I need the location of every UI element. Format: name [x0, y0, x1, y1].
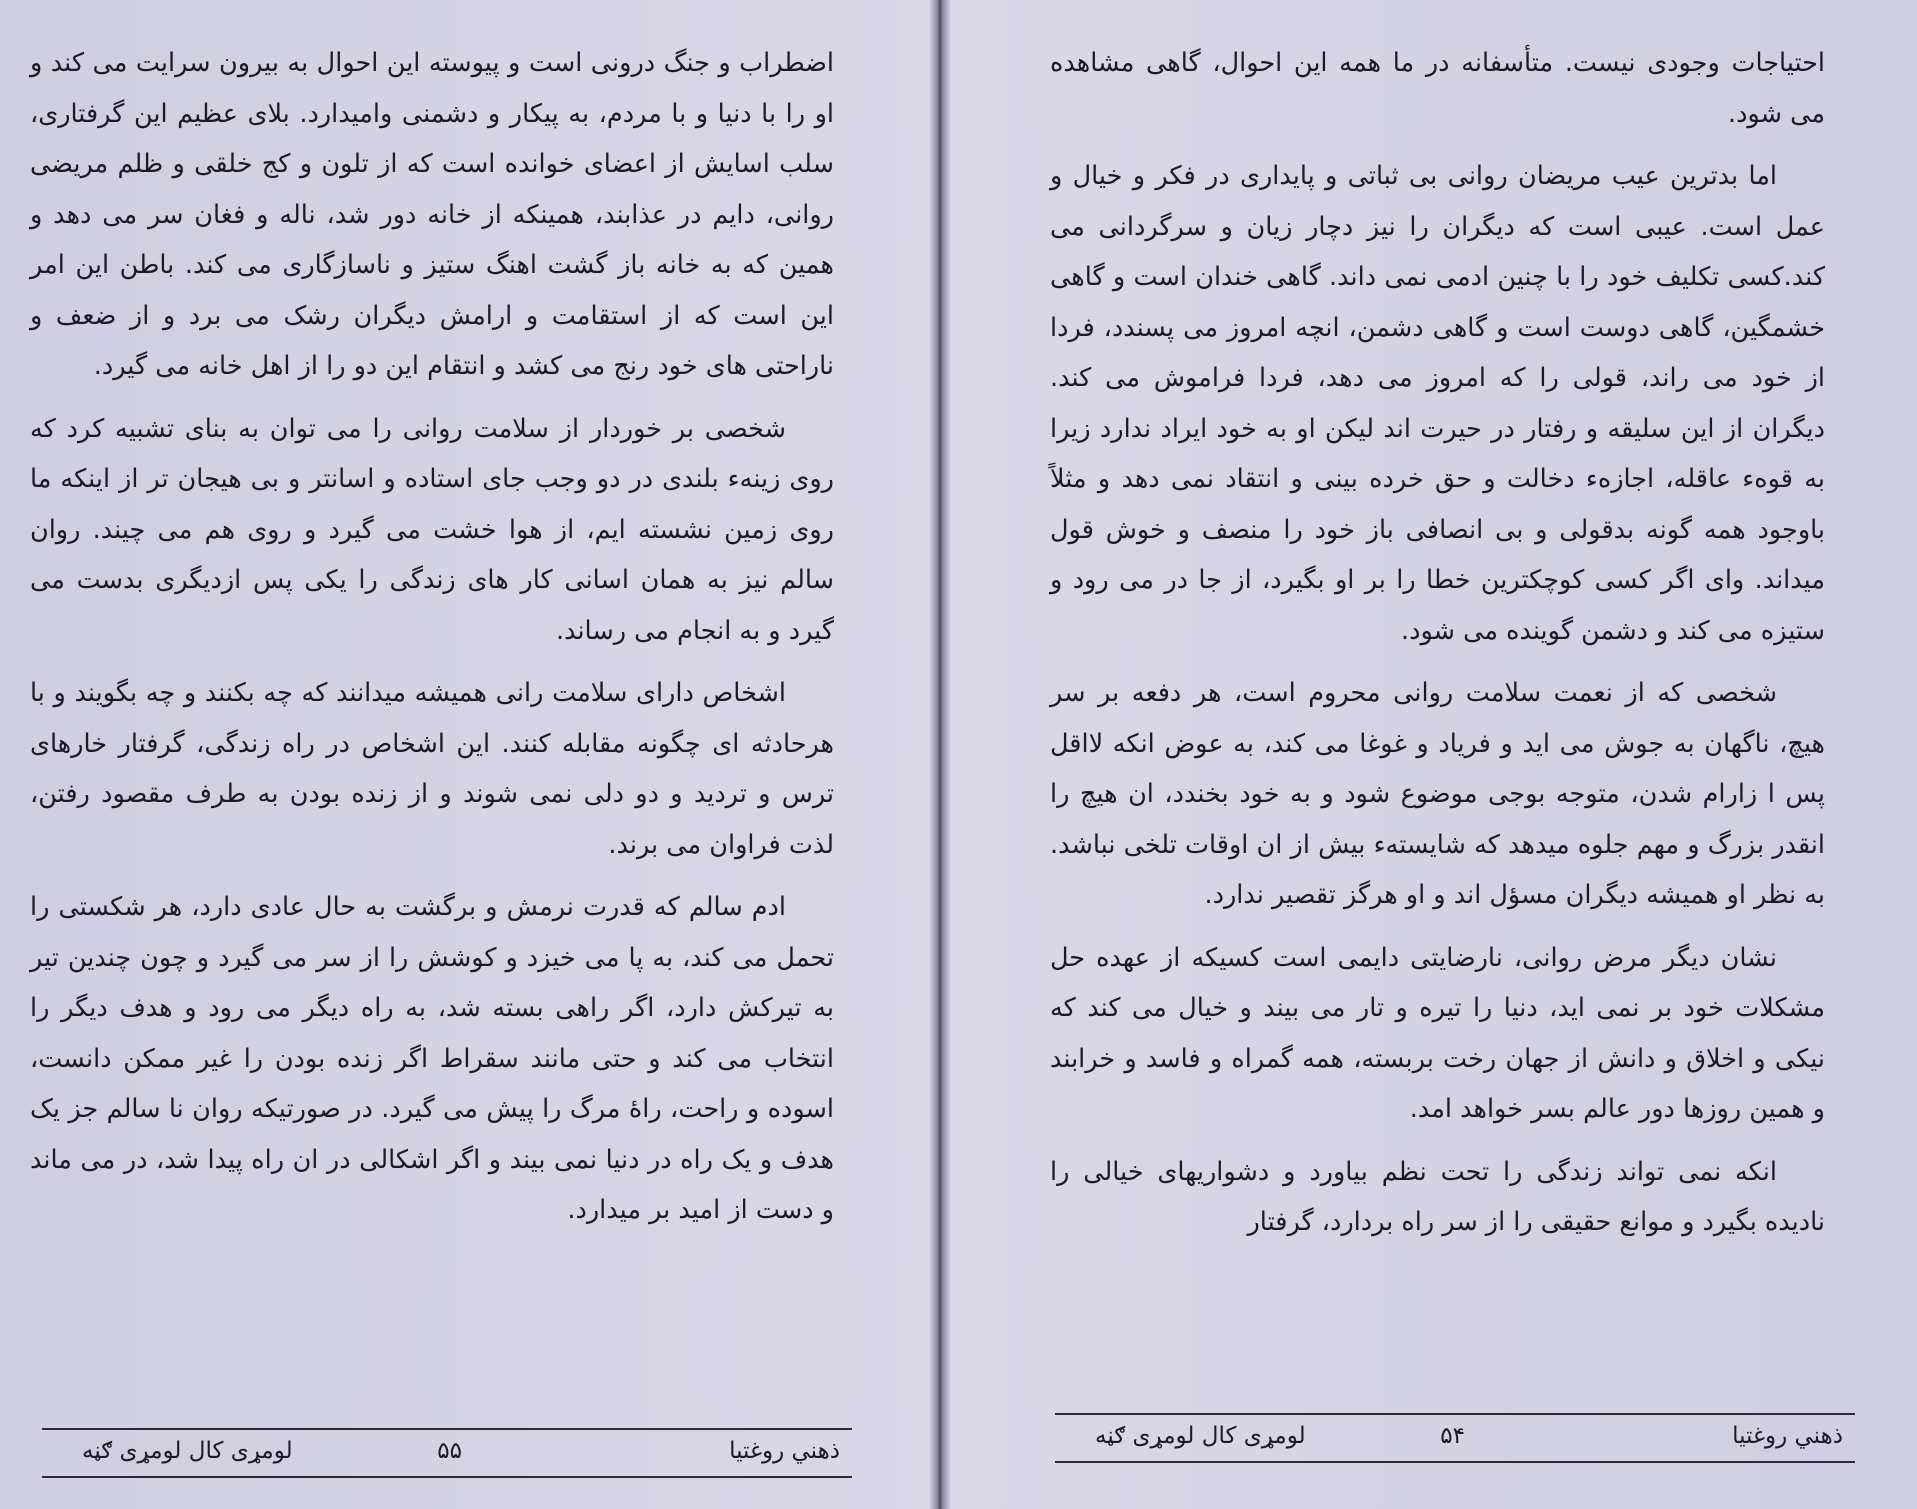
left-page-text	[30, 38, 834, 1248]
right-paragraph-2: اما بدترین عیب مریضان روانی بی ثباتی و پایداری در فکر و خیال و عمل است. عیبی است که دیگران را نیز دچار زیان و سرگردانی می کند.کسی تکلیف خود را با چنین ادمی نمی داند. گاهی خندان است و گاهی خشمگین، گاهی دوست است و گاهی دشمن، انچه امروز می پسندد، فردا از خود می راند، قولی را که امروز می دهد، فردا فراموش می کند. دیگران از این سلیقه و رفتار در حیرت اند لیکن او به خود ایراد ندارد زیرا به قوهء عاقله، اجازهء دخالت و حق خرده بینی و انتقاد نمی دهد و مثلاً باوجود همه گونه بدقولی و بی انصافی باز خود را منصف و خوش قول میداند. وای اگر کسی کوچکترین خطا را بر او بگیرد، از جا در می رود و ستیزه می کند و دشمن گوینده می شود.	[1050, 161, 1825, 646]
page-number: ۵۴	[1440, 1423, 1465, 1449]
left-page-footer	[42, 1428, 852, 1478]
footer-series-title: ذهني روغتيا	[1732, 1423, 1843, 1449]
right-page-text	[1050, 38, 1825, 1260]
right-paragraph-5: انکه نمی تواند زندگی را تحت نظم بیاورد و دشواریهای خیالی را نادیده بگیرد و موانع حقیقی را از سر راه بردارد، گرفتار	[1050, 1156, 1825, 1237]
footer-issue-label: لومړی کال لومړی ګڼه	[82, 1438, 293, 1464]
left-paragraph-3: اشخاص دارای سلامت رانی همیشه میدانند که چه بکنند و چه بگویند و با هرحادثه ای چگونه مقابله کنند. این اشخاص در راه زندگی، گرفتار خارهای ترس و تردید و دو دلی نمی شوند و از زنده بودن به طرف مقصود رفتن، لذت فراوان می برند.	[30, 678, 834, 860]
footer-rule-top	[42, 1428, 852, 1430]
left-paragraph-4: ادم سالم که قدرت نرمش و برگشت به حال عادی دارد، هر شکستی را تحمل می کند، به پا می خیزد و کوشش را از سر می گیرد و چون چندین تیر به تیرکش دارد، اگر راهی بسته شد، به راه دیگر می رود و هدف دیگر را انتخاب می کند و حتی مانند سقراط اگر زنده بودن را غیر ممکن دانست، اسوده و راحت، راهٔ مرگ را پیش می گیرد. در صورتیکه روان نا سالم جز یک هدف و یک راه در دنیا نمی بیند و اگر اشکالی در ان راه پیدا شد، در می ماند و دست از امید بر میدارد.	[30, 892, 834, 1225]
right-paragraph-4: نشان دیگر مرض روانی، نارضایتی دایمی است کسیکه از عهده حل مشکلات خود بر نمی اید، دنیا را تیره و تار می بیند و خیال می کند که نیکی و اخلاق و دانش از جهان رخت بربسته، همه گمراه و فاسد و خرابند و همین روزها دور عالم بسر خواهد امد.	[1050, 942, 1825, 1124]
footer-rule-top	[1055, 1413, 1855, 1415]
left-paragraph-1: اضطراب و جنگ درونی است و پیوسته این احوال به بیرون سرایت می کند و او را با دنیا و با مردم، به پیکار و دشمنی وامیدارد. بلای عظیم این گرفتاری، سلب اسایش از اعضای خوانده است که از تلون و کج خلقی و ظلم مریضی روانی، دایم در عذابند، همینکه از خانه دور شد، ناله و فغان سر می دهد و همین که به خانه باز گشت اهنگ ستیز و ناسازگاری می کند. باطن این امر این است که از استقامت و ارامش دیگران رشک می برد و از ضعف و ناراحتی های خود رنج می کشد و انتقام این دو را از اهل خانه می گیرد.	[30, 48, 834, 381]
right-page-footer	[1055, 1413, 1855, 1463]
left-page	[0, 0, 930, 1509]
footer-issue-label: لومړی کال لومړی ګڼه	[1095, 1423, 1306, 1449]
book-gutter	[930, 0, 950, 1509]
footer-rule-bottom	[42, 1476, 852, 1478]
footer-series-title: ذهني روغتيا	[729, 1438, 840, 1464]
left-paragraph-2: شخصی بر خوردار از سلامت روانی را می توان به بنای تشبیه کرد که روی زینهء بلندی در دو وجب جای استاده و اسانتر و بی هیجان تر از اینکه ما روی زمین نشسته ایم، از هوا خشت می گیرد و روی هم می چیند. روان سالم نیز به همان اسانی کار های زندگی را یکی پس ازدیگری بدست می گیرد و به انجام می رساند.	[30, 413, 834, 646]
right-paragraph-3: شخصی که از نعمت سلامت روانی محروم است، هر دفعه بر سر هیچ، ناگهان به جوش می اید و فریاد و غوغا می کند، به عوض انکه لااقل پس ا زارام شدن، متوجه بوجی موضوع شود و به خود بخندد، ان هیچ را انقدر بزرگ و مهم جلوه میدهد که شایستهء بیش از ان اوقات تلخی نباشد. به نظر او همیشه دیگران مسؤل اند و او هرگز تقصیر ندارد.	[1050, 678, 1825, 910]
right-paragraph-1: احتیاجات وجودی نیست. متأسفانه در ما همه این احوال، گاهی مشاهده می شود.	[1050, 48, 1825, 129]
page-number: ۵۵	[437, 1438, 462, 1464]
right-page	[950, 0, 1917, 1509]
footer-rule-bottom	[1055, 1461, 1855, 1463]
